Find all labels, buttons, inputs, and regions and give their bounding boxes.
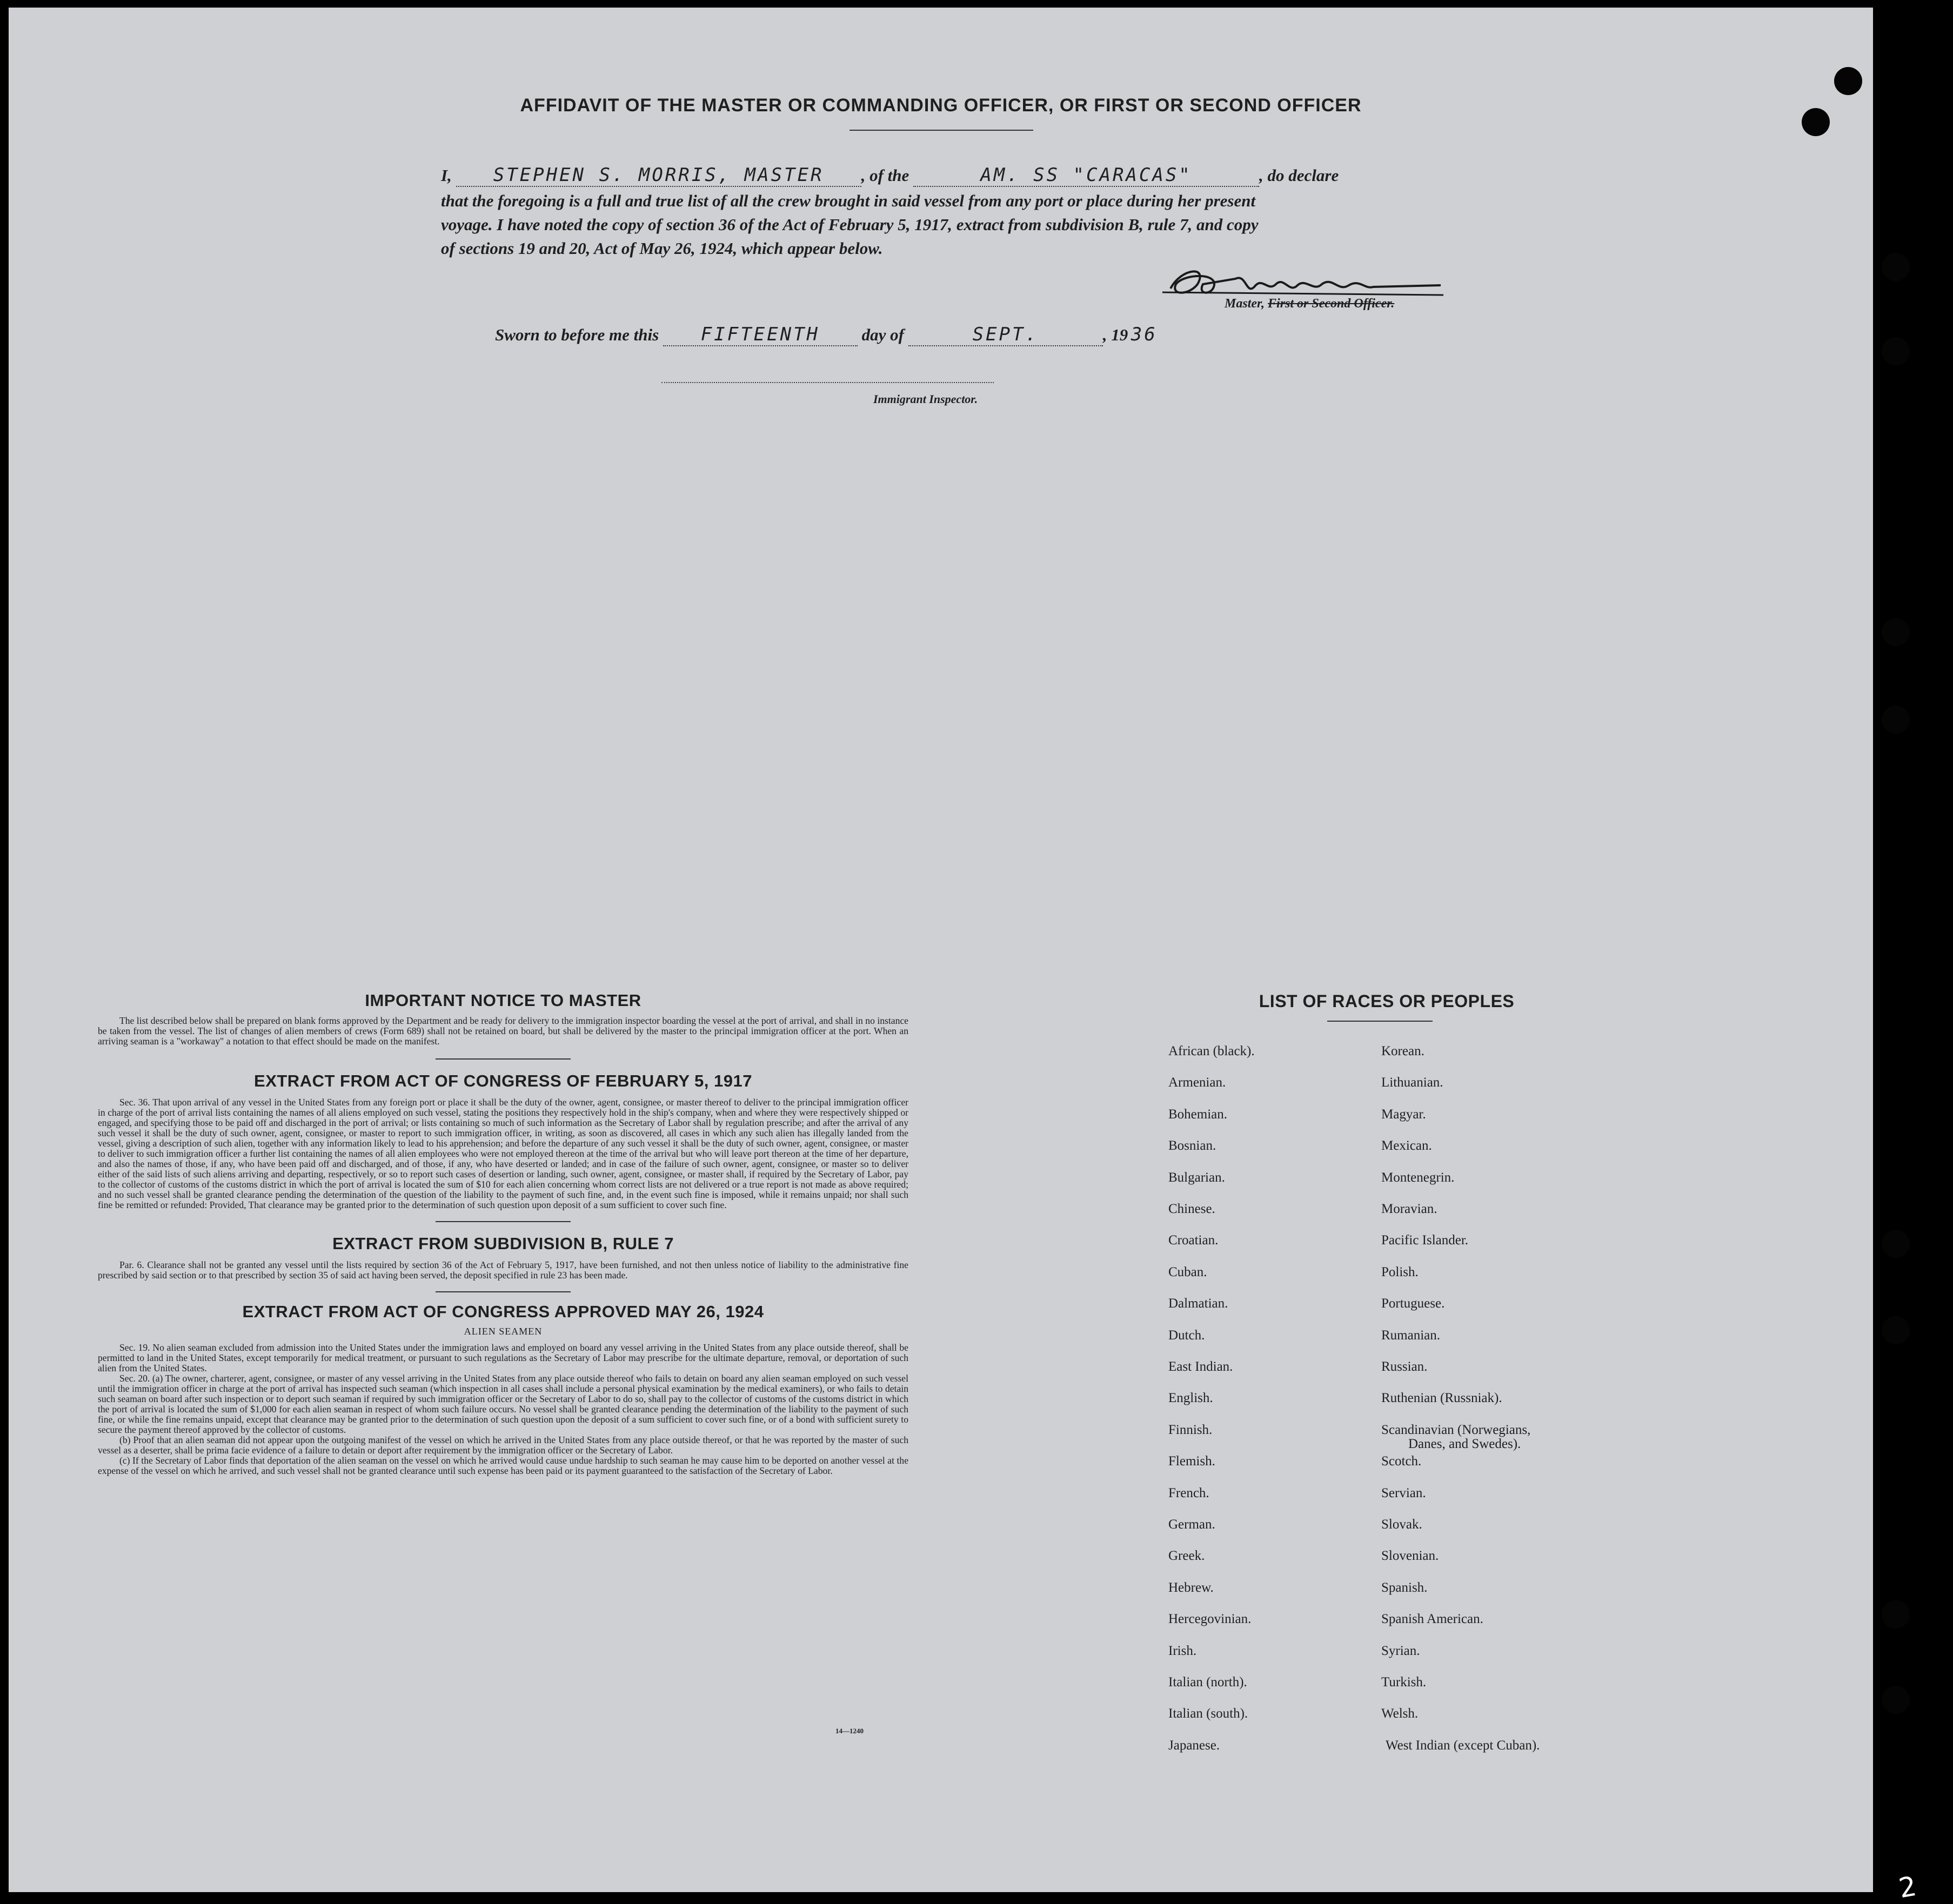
race-item: Portuguese. (1381, 1296, 1445, 1311)
caption-master: Master, (1225, 297, 1265, 311)
notice-text: The list described below shall be prepared on blank forms approved by the Department and be ready for delivery to the immigration inspector boarding the vessel at the port of arrival, and shall in no instance be taken from the vessel. The list of changes of alien members of crews (Form 689) shall not be retained on board, but shall be delivered by the master to the principal immigration officer at the port. When an arriving seaman is a "workaway" a notation to that effect should be made on the manifest. (98, 1015, 908, 1047)
punch-hole (1882, 618, 1910, 646)
race-item: German. (1168, 1517, 1215, 1532)
sworn-day-field: FIFTEENTH (663, 324, 858, 346)
rule7-title: EXTRACT FROM SUBDIVISION B, RULE 7 (332, 1234, 674, 1253)
page-number: 2 (1896, 1870, 1919, 1904)
race-item: Welsh. (1381, 1706, 1419, 1721)
punch-hole (1834, 67, 1862, 95)
race-item: Japanese. (1168, 1738, 1220, 1753)
race-item: Rumanian. (1381, 1328, 1441, 1343)
vessel-name-field: AM. SS "CARACAS" (913, 164, 1259, 187)
affidavit-line-4: of sections 19 and 20, Act of May 26, 1924, which appear below. (441, 239, 883, 258)
race-item: Finnish. (1168, 1422, 1213, 1437)
of-the-text: , of the (861, 166, 909, 185)
race-item: Servian. (1381, 1485, 1426, 1500)
race-item: Spanish American. (1381, 1612, 1483, 1627)
section-rule (436, 1058, 571, 1060)
race-item: Cuban. (1168, 1264, 1207, 1279)
title-rule (850, 130, 1033, 131)
race-item: Dutch. (1168, 1328, 1205, 1343)
race-item: Lithuanian. (1381, 1075, 1443, 1090)
race-item: Bohemian. (1168, 1107, 1228, 1122)
sworn-pre: Sworn to before me this (495, 325, 659, 344)
race-item: West Indian (except Cuban). (1386, 1738, 1540, 1753)
race-item-continuation: Danes, and Swedes). (1408, 1436, 1521, 1451)
punch-hole (1882, 1316, 1910, 1344)
inspector-label: Immigrant Inspector. (873, 392, 978, 406)
sec20c-text: (c) If the Secretary of Labor finds that deportation of the alien seaman on the vessel on which he arrived would cause undue hardship to such seaman he may cause him to be deported on another vessel at the expense of the vessel on which he arrived, and such vessel shall not be granted clearance until such expense has been paid or its payment guaranteed to the satisfaction of the Secretary of Labor. (98, 1455, 908, 1476)
race-item: Turkish. (1381, 1675, 1427, 1690)
document-page (9, 8, 1919, 1904)
race-item: Slovenian. (1381, 1548, 1439, 1564)
race-item: Bulgarian. (1168, 1170, 1225, 1185)
extract-1917-title: EXTRACT FROM ACT OF CONGRESS OF FEBRUARY 5, 1917 (254, 1071, 752, 1090)
punch-hole (1882, 1230, 1910, 1258)
race-item: Scandinavian (Norwegians, (1381, 1422, 1531, 1437)
race-item: East Indian. (1168, 1359, 1233, 1374)
race-item: Hebrew. (1168, 1580, 1214, 1595)
race-item: Montenegrin. (1381, 1170, 1455, 1185)
notices-column (98, 991, 908, 1476)
race-item: Magyar. (1381, 1107, 1426, 1122)
form-number: 14—1240 (835, 1727, 864, 1735)
extract-1924-title: EXTRACT FROM ACT OF CONGRESS APPROVED MAY 26, 1924 (242, 1302, 764, 1321)
race-item: Korean. (1381, 1044, 1424, 1058)
race-item: Armenian. (1168, 1075, 1226, 1090)
race-item: African (black). (1168, 1044, 1255, 1058)
sworn-line (495, 324, 1565, 346)
master-name-field: STEPHEN S. MORRIS, MASTER (456, 164, 861, 187)
signature-caption (1225, 297, 1394, 311)
race-item: Moravian. (1381, 1202, 1437, 1216)
do-declare-text: , do declare (1259, 166, 1339, 185)
race-item: Hercegovinian. (1168, 1612, 1252, 1627)
race-item: Italian (north). (1168, 1675, 1247, 1690)
rule7-text: Par. 6. Clearance shall not be granted any vessel until the lists required by section 36 of the Act of February 5, 1917, have been furnished, and not then unless notice of liability to the administrative fine prescribed by said section or to that prescribed by section 35 of said act having been served, the deposit specified in rule 23 has been made. (98, 1259, 908, 1280)
inspector-signature-line (661, 382, 994, 383)
sworn-year-field: 36 (1131, 324, 1158, 345)
race-item: Mexican. (1381, 1138, 1432, 1154)
notice-title: IMPORTANT NOTICE TO MASTER (365, 991, 641, 1010)
affidavit-title: AFFIDAVIT OF THE MASTER OR COMMANDING OFFICER, OR FIRST OR SECOND OFFICER (520, 95, 1362, 116)
sworn-day-of: day of (861, 325, 904, 344)
race-item: Ruthenian (Russniak). (1381, 1391, 1502, 1406)
race-item: Italian (south). (1168, 1706, 1248, 1721)
race-item: Flemish. (1168, 1454, 1215, 1469)
caption-struck: First or Second Officer. (1268, 297, 1395, 311)
race-item: French. (1168, 1485, 1209, 1500)
punch-hole (1882, 337, 1910, 365)
race-item: Polish. (1381, 1264, 1419, 1279)
race-item: Scotch. (1381, 1454, 1422, 1469)
races-title-rule (1327, 1021, 1433, 1022)
affidavit-line-1 (441, 164, 1511, 187)
section-rule (436, 1291, 571, 1292)
race-item: Russian. (1381, 1359, 1428, 1374)
race-item: Bosnian. (1168, 1138, 1216, 1154)
race-item: Croatian. (1168, 1233, 1219, 1248)
races-title: LIST OF RACES OR PEOPLES (1259, 991, 1515, 1011)
sworn-year-prefix: , 19 (1102, 325, 1128, 344)
punch-hole (1882, 1600, 1910, 1628)
race-item: Chinese. (1168, 1202, 1215, 1216)
race-item: English. (1168, 1391, 1213, 1406)
race-item: Spanish. (1381, 1580, 1428, 1595)
race-item: Dalmatian. (1168, 1296, 1228, 1311)
race-item: Irish. (1168, 1643, 1197, 1658)
sworn-month-field: SEPT. (908, 324, 1103, 346)
punch-hole (1882, 253, 1910, 281)
affidavit-line-2: that the foregoing is a full and true list of all the crew brought in said vessel from any port or place during her present (441, 191, 1256, 210)
sec20b-text: (b) Proof that an alien seaman did not appear upon the outgoing manifest of the vessel on which he arrived in the United States from any place outside thereof, or that he was reported by the master of such vessel as a deserter, shall be prima facie evidence of a failure to detain or deport after requirement by the immigration officer or the Secretary of Labor. (98, 1434, 908, 1456)
extract-1917-text: Sec. 36. That upon arrival of any vessel in the United States from any foreign port or place it shall be the duty of the owner, agent, consignee, or master thereof to deliver to the principal immigration officer in charge of the port of arrival lists containing the names of all aliens employed on such vessel, stating the positions they respectively hold in the ship's company, when and where they were respectively shipped or engaged, and specifying those to be paid off and discharged in the port of arrival; or lists containing so much of such information as the Secretary of Labor shall by regulation prescribe; and after the arrival of any such vessel it shall be the duty of such owner, agent, consignee, or master to report to such immigration officer, in writing, as soon as discovered, all cases in which any such alien has illegally landed from the vessel, giving a description of such alien, together with any information likely to lead to his apprehension; and before the departure of any such vessel it shall be the duty of such owner, agent, consignee, or master to deliver to such immigration officer a further list containing the names of all alien employees who were not employed thereon at the time of the arrival but who will leave port thereon at the time of her departure, and also the names of those, if any, who have been paid off and discharged, and of those, if any, who have deserted or landed; and in case of the failure of such owner, agent, consignee, or master so to deliver either of the said lists of such aliens arriving and departing, respectively, or so to report such cases of desertion or landing, such owner, agent, consignee, or master shall, if required by the Secretary of Labor, pay to the collector of customs of the customs district in which the port of arrival is located the sum of $10 for each alien concerning whom correct lists are not delivered or a true report is not made as above required; and no such vessel shall be granted clearance pending the determination of the question of the liability to the payment of such fine, and, in the event such fine is imposed, while it remains unpaid; nor shall such fine be remitted or refunded: Provided, That clearance may be granted prior to the determination of such question upon deposit of a sum sufficient to cover such fine. (98, 1097, 908, 1210)
affidavit-lead: I, (441, 166, 452, 185)
race-item: Greek. (1168, 1548, 1205, 1564)
race-item: Syrian. (1381, 1643, 1420, 1658)
punch-hole (1882, 706, 1910, 734)
punch-hole (1882, 1686, 1910, 1714)
affidavit-line-3: voyage. I have noted the copy of section 36 of the Act of February 5, 1917, extract from subdivision B, rule 7, and copy (441, 215, 1259, 234)
sec19-text: Sec. 19. No alien seaman excluded from admission into the United States under the immigration laws and employed on board any vessel arriving in the United States from any place outside thereof, shall be permitted to land in the United States, except temporarily for medical treatment, or pursuant to such regulations as the Secretary of Labor may prescribe for the ultimate departure, removal, or deportation of such alien from the United States. (98, 1342, 908, 1373)
section-rule (436, 1221, 571, 1222)
race-item: Pacific Islander. (1381, 1233, 1469, 1248)
sec20a-text: Sec. 20. (a) The owner, charterer, agent, consignee, or master of any vessel arriving in the United States from any place outside thereof who fails to detain on board any alien seaman employed on such vessel until the immigration officer in charge at the port of arrival has inspected such seaman (which inspection in all cases shall include a personal physical examination by the medical examiners), or who fails to detain such seaman on board after such inspection or to deport such seaman if required by such immigration officer or the Secretary of Labor to do so, shall pay to the collector of customs of the customs district in which the port of arrival is located the sum of $1,000 for each alien seaman in respect of whom such failure occurs. No vessel shall be granted clearance pending the determination of the liability to the payment of such fine, or while the fine remains unpaid, except that clearance may be granted prior to the determination of such question upon the deposit of a sum sufficient to cover such fine, or of a bond with sufficient surety to secure the payment thereof approved by the collector of customs. (98, 1373, 908, 1435)
race-item: Slovak. (1381, 1517, 1422, 1532)
alien-seamen-subtitle: ALIEN SEAMEN (464, 1326, 543, 1337)
